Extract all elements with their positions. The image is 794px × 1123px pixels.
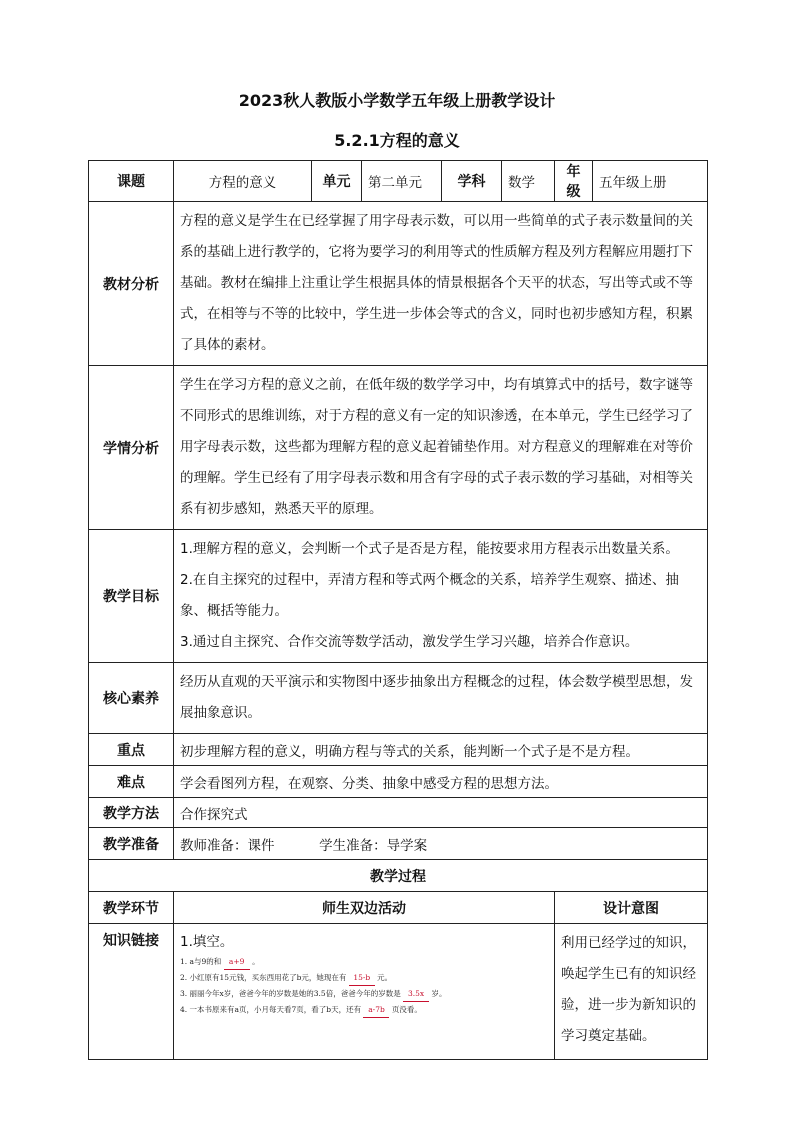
key-text: 初步理解方程的意义，明确方程与等式的关系，能判断一个式子是不是方程。	[174, 734, 708, 766]
key-row	[89, 734, 708, 766]
knowledge-link-intent: 利用已经学过的知识，唤起学生已有的知识经验，进一步为新知识的学习奠定基础。	[555, 924, 708, 1060]
method-text: 合作探究式	[174, 798, 708, 828]
material-row	[89, 202, 708, 366]
knowledge-link-row	[89, 924, 708, 1060]
process-title: 教学过程	[89, 860, 708, 892]
process-header-row	[89, 892, 708, 924]
subject-value: 数学	[502, 161, 555, 202]
process-title-row	[89, 860, 708, 892]
goals-row	[89, 530, 708, 663]
difficulty-label: 难点	[89, 766, 174, 798]
method-label: 教学方法	[89, 798, 174, 828]
core-text: 经历从直观的天平演示和实物图中逐步抽象出方程概念的过程，体会数学模型思想，发展抽象意识。	[174, 663, 708, 734]
goals-content	[174, 530, 708, 663]
topic-label: 课题	[89, 161, 174, 202]
knowledge-link-activity	[174, 924, 555, 1060]
difficulty-text: 学会看图列方程，在观察、分类、抽象中感受方程的思想方法。	[174, 766, 708, 798]
method-row	[89, 798, 708, 828]
prep-label: 教学准备	[89, 828, 174, 860]
topic-value: 方程的意义	[174, 161, 312, 202]
unit-value: 第二单元	[362, 161, 442, 202]
exercise-item: 3. 丽丽今年x岁，爸爸今年的岁数是她的3.5倍，爸爸今年的岁数是 3.5x 岁。	[180, 986, 548, 1002]
unit-label: 单元	[312, 161, 362, 202]
document-title: 2023秋人教版小学数学五年级上册教学设计	[238, 91, 556, 110]
knowledge-link-label: 知识链接	[89, 924, 174, 1060]
material-label: 教材分析	[89, 202, 174, 366]
subject-label: 学科	[442, 161, 502, 202]
goal-item: 2.在自主探究的过程中，弄清方程和等式两个概念的关系，培养学生观察、描述、抽象、概括等能力。	[180, 572, 679, 619]
core-row	[89, 663, 708, 734]
grade-value: 五年级上册	[593, 161, 708, 202]
activity-column-header: 师生双边活动	[174, 892, 555, 924]
activity-instruction: 1.填空。	[180, 934, 234, 950]
core-label: 核心素养	[89, 663, 174, 734]
goal-item: 1.理解方程的意义，会判断一个式子是否是方程，能按要求用方程表示出数量关系。	[180, 541, 679, 557]
key-label: 重点	[89, 734, 174, 766]
material-text: 方程的意义是学生在已经掌握了用字母表示数，可以用一些简单的式子表示数量间的关系的基础上进行教学的，它将为要学习的利用等式的性质解方程及列方程解应用题打下基础。教材在编排上注重让学生根据具体的情景根据各个天平的状态，写出等式或不等式，在相等与不等的比较中，学生进一步体会等式的含义，同时也初步感知方程，积累了具体的素材。	[174, 202, 708, 366]
grade-label: 年级	[555, 161, 593, 202]
exercise-item: 2. 小红原有15元钱，买东西用花了b元，她现在有 15-b 元。	[180, 970, 548, 986]
goal-item: 3.通过自主探究、合作交流等数学活动，激发学生学习兴趣，培养合作意识。	[180, 634, 639, 650]
lesson-title: 5.2.1方程的意义	[334, 131, 460, 150]
exercise-item: 1. a与9的和 a+9 。	[180, 954, 548, 970]
student-prep: 学生准备：导学案	[319, 837, 428, 854]
header-row	[89, 161, 708, 202]
students-row	[89, 366, 708, 530]
exercise-image	[180, 954, 548, 1018]
prep-content	[174, 828, 708, 860]
exercise-item: 4. 一本书原来有a页，小月每天看7页，看了b天，还有 a-7b 页没看。	[180, 1002, 548, 1018]
students-label: 学情分析	[89, 366, 174, 530]
stage-column-header: 教学环节	[89, 892, 174, 924]
lesson-plan-table	[88, 160, 708, 1060]
prep-row	[89, 828, 708, 860]
intent-column-header: 设计意图	[555, 892, 708, 924]
teacher-prep: 教师准备：课件	[180, 837, 275, 854]
difficulty-row	[89, 766, 708, 798]
goals-label: 教学目标	[89, 530, 174, 663]
students-text: 学生在学习方程的意义之前，在低年级的数学学习中，均有填算式中的括号，数字谜等不同形式的思维训练，对于方程的意义有一定的知识渗透，在本单元，学生已经学习了用字母表示数，这些都为理解方程的意义起着铺垫作用。对方程意义的理解难在对等价的理解。学生已经有了用字母表示数和用含有字母的式子表示数的学习基础，对相等关系有初步感知，熟悉天平的原理。	[174, 366, 708, 530]
